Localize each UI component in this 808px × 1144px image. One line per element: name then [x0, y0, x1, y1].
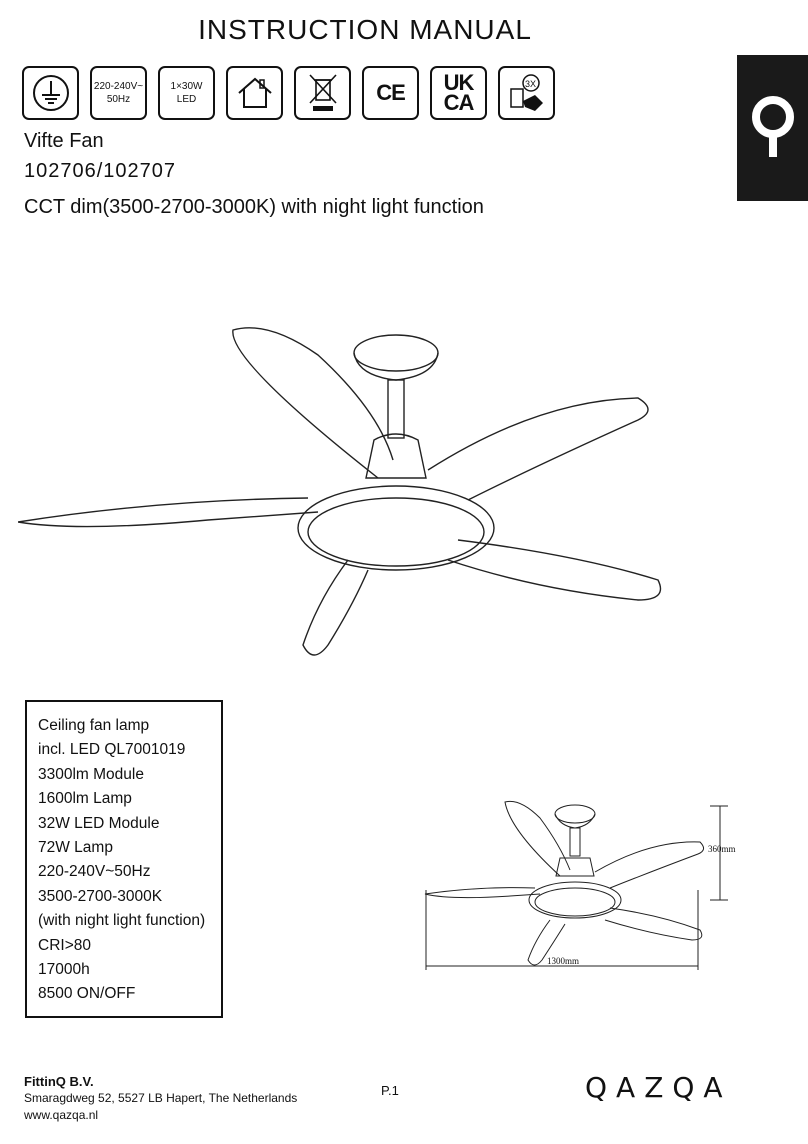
- spec-line: CRI>80: [38, 936, 91, 954]
- spec-line: 8500 ON/OFF: [38, 985, 136, 1003]
- brand-logo: QAZQA: [585, 1071, 732, 1104]
- brand-tab: [737, 55, 808, 201]
- spec-line: incl. LED QL7001019: [38, 741, 186, 759]
- spec-line: 220-240V~50Hz: [38, 863, 151, 881]
- spec-line: 17000h: [38, 961, 90, 979]
- brand-q-icon: [737, 55, 808, 201]
- svg-text:3X: 3X: [524, 79, 536, 89]
- page-number: P.1: [381, 1083, 399, 1098]
- company-address: Smaragdweg 52, 5527 LB Hapert, The Netherlands: [24, 1091, 298, 1105]
- certification-icons: [22, 66, 555, 120]
- spec-line: 3500-2700-3000K: [38, 887, 163, 905]
- switch-3x-icon: [498, 66, 555, 120]
- weee-crossed-bin-icon: [294, 66, 351, 120]
- spec-line: 72W Lamp: [38, 839, 113, 857]
- width-dimension-label: 1300mm: [547, 956, 580, 966]
- product-description: CCT dim(3500-2700-3000K) with night light function: [24, 196, 484, 218]
- spec-line: 1600lm Lamp: [38, 790, 132, 808]
- spec-line: Ceiling fan lamp: [38, 717, 150, 734]
- power-badge: 1×30W LED: [158, 66, 215, 120]
- spec-line: 3300lm Module: [38, 765, 144, 783]
- page-title: INSTRUCTION MANUAL: [198, 14, 532, 45]
- height-dimension-label: 360mm: [708, 844, 736, 854]
- company-website: www.qazqa.nl: [24, 1108, 99, 1122]
- ce-mark-icon: CE: [362, 66, 419, 120]
- earth-ground-icon: [22, 66, 79, 120]
- company-name: FittinQ B.V.: [24, 1074, 94, 1089]
- spec-line: 32W LED Module: [38, 814, 160, 832]
- indoor-use-house-icon: [226, 66, 283, 120]
- specifications-box: [25, 700, 223, 1018]
- dimension-drawing: [410, 790, 750, 980]
- product-name: Vifte Fan: [24, 130, 104, 152]
- product-codes: 102706/102707: [24, 160, 177, 182]
- voltage-badge: 220-240V~ 50Hz: [90, 66, 147, 120]
- company-footer: [24, 1073, 297, 1124]
- ceiling-fan-illustration: [18, 300, 668, 680]
- spec-line: (with night light function): [38, 912, 206, 930]
- ukca-mark-icon: UK CA: [430, 66, 487, 120]
